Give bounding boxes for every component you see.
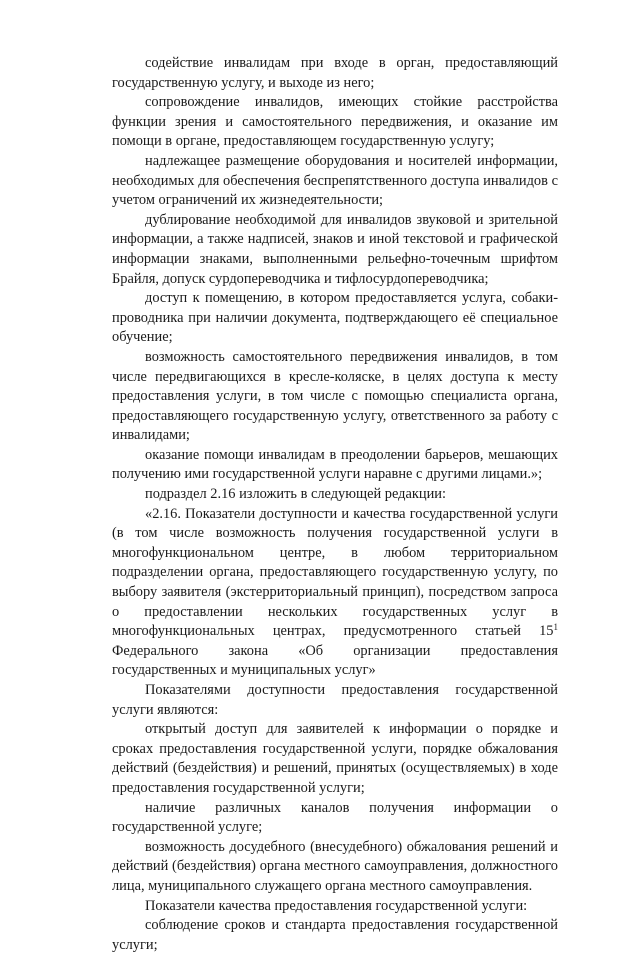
paragraph-escort: сопровождение инвалидов, имеющих стойкие расстройства функции зрения и самостоятельного передвижения, и оказание им помощи в органе, предоставляющем государственную услугу; [112,94,558,150]
paragraph-2-16 [112,505,558,681]
paragraph-2-16-text: «2.16. Показатели доступности и качества государственной услуги (в том числе возможность получения государственной услуги в многофункциональном центре, в любом территориальном подразделении органа, предоставляющего государственную услугу, по выбору заявителя (экстерриториальный принцип), посредством запроса о предоставлении нескольких государственных услуг в многофункциональных центрах, предусмотренного статьей 15 [112,505,558,640]
paragraph-equipment: надлежащее размещение оборудования и носителей информации, необходимых для обеспечения беспрепятственного доступа инвалидов с учетом ограничений их жизнедеятельности; [112,152,558,209]
paragraph-barriers: оказание помощи инвалидам в преодолении барьеров, мешающих получению ими государственной услуги наравне с другими лицами.»; [112,446,558,483]
paragraph-channels: наличие различных каналов получения информации о государственной услуге; [112,799,558,836]
document-page [112,54,558,955]
paragraph-deadlines: соблюдение сроков и стандарта предоставления государственной услуги; [112,917,558,953]
paragraph-open-access: открытый доступ для заявителей к информации о порядке и сроках предоставления государственной услуги, порядке обжалования действий (бездействия) и решений, принятых (осуществляемых) в ходе предоставления государственной услуги; [112,721,558,796]
paragraph-accessibility-intro: Показателями доступности предоставления государственной услуги являются: [112,682,558,718]
paragraph-entry-assistance: содействие инвалидам при входе в орган, предоставляющий государственную услугу, и выходе из него; [112,55,558,91]
paragraph-appeal: возможность досудебного (внесудебного) обжалования решений и действий (бездействия) органа местного самоуправления, должностного лица, муниципального служащего органа местного самоуправления. [112,838,558,894]
paragraph-subsection-instruction: подраздел 2.16 изложить в следующей редакции: [145,486,446,503]
paragraph-quality-intro: Показатели качества предоставления государственной услуги: [145,897,528,914]
paragraph-duplication: дублирование необходимой для инвалидов звуковой и зрительной информации, а также надписей, знаков и иной текстовой и графической информации знаками, выполненными рельефно-точечным шрифтом Брайля, допуск сурдопереводчика и тифлосурдопереводчика; [112,211,558,287]
paragraph-guide-dog: доступ к помещению, в котором предоставляется услуга, собаки-проводника при наличии документа, подтверждающего её специальное обучение; [112,290,558,346]
paragraph-mobility: возможность самостоятельного передвижения инвалидов, в том числе передвигающихся в кресле-коляске, в целях доступа к месту предоставления услуги, в том числе с помощью специалиста органа, предоставляющего государственную услугу, ответственного за работу с инвалидами; [112,348,558,444]
paragraph-2-16-law: Федерального закона «Об организации предоставления государственных и муниципальных услуг» [112,642,558,679]
article-superscript: 1 [553,622,558,633]
